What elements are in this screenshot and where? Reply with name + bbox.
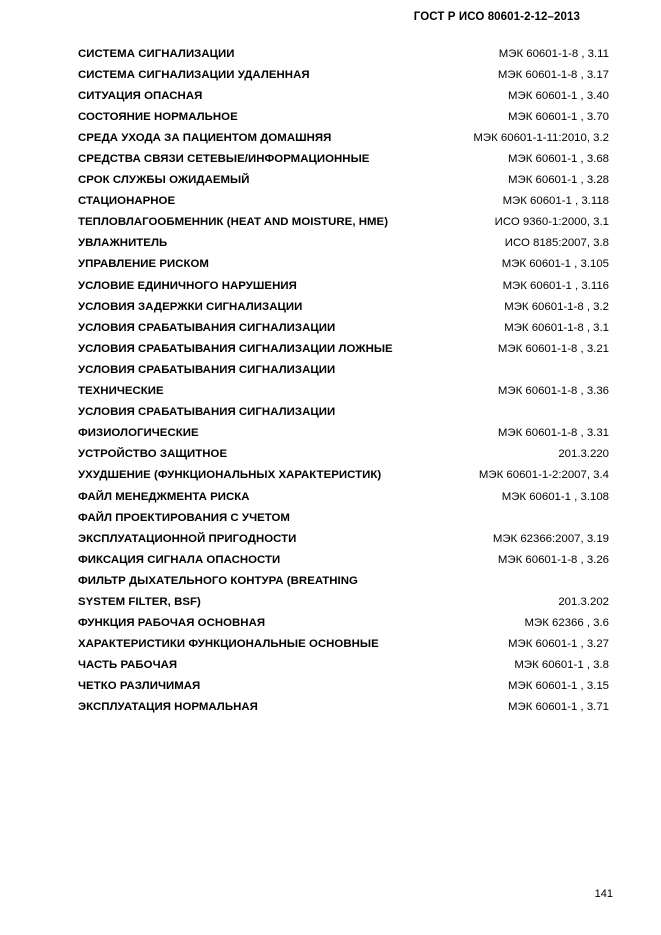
index-entry (78, 43, 609, 64)
entry-term: ФАЙЛ ПРОЕКТИРОВАНИЯ С УЧЕТОМ (78, 511, 290, 524)
entry-term: СИТУАЦИЯ ОПАСНАЯ (78, 89, 203, 102)
entry-term: ТЕПЛОВЛАГООБМЕННИК (HEAT AND MOISTURE, HME) (78, 216, 389, 229)
index-entry (78, 64, 609, 85)
entry-reference: 201.3.220 (558, 448, 609, 461)
entry-reference: МЭК 60601-1-2:2007, 3.4 (478, 469, 609, 482)
entry-term: ХАРАКТЕРИСТИКИ ФУНКЦИОНАЛЬНЫЕ ОСНОВНЫЕ (78, 638, 379, 651)
entry-reference: МЭК 60601-1 , 3.8 (514, 659, 609, 672)
index-entry (78, 486, 609, 507)
entry-reference: МЭК 60601-1 , 3.70 (508, 110, 609, 123)
entry-term: УСЛОВИЯ ЗАДЕРЖКИ СИГНАЛИЗАЦИИ (78, 300, 303, 313)
entry-reference: МЭК 60601-1-8 , 3.36 (497, 385, 609, 398)
index-entry (78, 127, 609, 148)
index-entry (78, 233, 609, 254)
index-entry (78, 591, 609, 612)
entry-reference: МЭК 60601-1-8 , 3.11 (498, 47, 609, 60)
index-entry (78, 381, 609, 402)
index-entry (78, 148, 609, 169)
index-entry (78, 191, 609, 212)
entry-reference: МЭК 60601-1-8 , 3.31 (497, 427, 609, 440)
index-entry (78, 634, 609, 655)
index-entry (78, 570, 609, 591)
entry-reference: МЭК 62366:2007, 3.19 (492, 532, 609, 545)
entry-term: УХУДШЕНИЕ (ФУНКЦИОНАЛЬНЫХ ХАРАКТЕРИСТИК) (78, 469, 382, 482)
entry-term: СРЕДА УХОДА ЗА ПАЦИЕНТОМ ДОМАШНЯЯ (78, 131, 332, 144)
entry-reference: МЭК 60601-1-8 , 3.26 (497, 553, 609, 566)
entry-term: УСЛОВИЯ СРАБАТЫВАНИЯ СИГНАЛИЗАЦИИ (78, 406, 336, 419)
index-entry (78, 106, 609, 127)
entry-term: УСЛОВИЯ СРАБАТЫВАНИЯ СИГНАЛИЗАЦИИ (78, 363, 336, 376)
index-entries (78, 43, 609, 718)
entry-term: ТЕХНИЧЕСКИЕ (78, 385, 164, 398)
entry-term: ЧЕТКО РАЗЛИЧИМАЯ (78, 680, 201, 693)
entry-reference: МЭК 60601-1-11:2010, 3.2 (473, 131, 609, 144)
entry-term: СРОК СЛУЖБЫ ОЖИДАЕМЫЙ (78, 174, 250, 187)
index-entry (78, 170, 609, 191)
entry-reference: МЭК 60601-1 , 3.105 (501, 258, 609, 271)
index-entry (78, 613, 609, 634)
entry-reference: МЭК 62366 , 3.6 (524, 617, 609, 630)
index-entry (78, 317, 609, 338)
entry-term: ЭКСПЛУАТАЦИОННОЙ ПРИГОДНОСТИ (78, 532, 297, 545)
entry-reference: МЭК 60601-1 , 3.116 (502, 279, 609, 292)
entry-term: ФУНКЦИЯ РАБОЧАЯ ОСНОВНАЯ (78, 617, 266, 630)
index-entry (78, 507, 609, 528)
document-header: ГОСТ Р ИСО 80601-2-12–2013 (413, 11, 580, 23)
entry-reference: 201.3.202 (558, 595, 609, 608)
page-number: 141 (594, 888, 613, 900)
entry-term: УСЛОВИЯ СРАБАТЫВАНИЯ СИГНАЛИЗАЦИИ ЛОЖНЫЕ (78, 342, 393, 355)
entry-reference: МЭК 60601-1 , 3.68 (508, 153, 609, 166)
entry-term: ЭКСПЛУАТАЦИЯ НОРМАЛЬНАЯ (78, 701, 258, 714)
entry-reference: МЭК 60601-1 , 3.108 (501, 490, 609, 503)
entry-term: СТАЦИОНАРНОЕ (78, 195, 176, 208)
index-entry (78, 697, 609, 718)
entry-term: SYSTEM FILTER, BSF) (78, 595, 201, 608)
entry-term: ФИЗИОЛОГИЧЕСКИЕ (78, 427, 199, 440)
entry-term: СОСТОЯНИЕ НОРМАЛЬНОЕ (78, 110, 238, 123)
entry-reference: ИСО 8185:2007, 3.8 (504, 237, 609, 250)
index-entry (78, 676, 609, 697)
entry-term: СИСТЕМА СИГНАЛИЗАЦИИ (78, 47, 235, 60)
index-entry (78, 655, 609, 676)
entry-reference: ИСО 9360-1:2000, 3.1 (494, 216, 609, 229)
index-entry (78, 444, 609, 465)
entry-term: ФИЛЬТР ДЫХАТЕЛЬНОГО КОНТУРА (BREATHING (78, 574, 358, 587)
entry-reference: МЭК 60601-1 , 3.118 (502, 195, 609, 208)
index-entry (78, 402, 609, 423)
entry-term: ФИКСАЦИЯ СИГНАЛА ОПАСНОСТИ (78, 553, 281, 566)
entry-term: УСЛОВИЯ СРАБАТЫВАНИЯ СИГНАЛИЗАЦИИ (78, 321, 336, 334)
index-entry (78, 275, 609, 296)
index-entry (78, 338, 609, 359)
entry-reference: МЭК 60601-1 , 3.71 (508, 701, 609, 714)
index-entry (78, 296, 609, 317)
entry-reference: МЭК 60601-1-8 , 3.17 (497, 68, 609, 81)
entry-term: УПРАВЛЕНИЕ РИСКОМ (78, 258, 209, 271)
entry-term: СРЕДСТВА СВЯЗИ СЕТЕВЫЕ/ИНФОРМАЦИОННЫЕ (78, 153, 370, 166)
index-entry (78, 212, 609, 233)
entry-reference: МЭК 60601-1-8 , 3.21 (497, 342, 609, 355)
index-entry (78, 359, 609, 380)
index-entry (78, 85, 609, 106)
index-entry (78, 528, 609, 549)
entry-reference: МЭК 60601-1 , 3.28 (508, 174, 609, 187)
entry-reference: МЭК 60601-1-8 , 3.2 (504, 300, 609, 313)
entry-term: УСЛОВИЕ ЕДИНИЧНОГО НАРУШЕНИЯ (78, 279, 297, 292)
index-entry (78, 549, 609, 570)
entry-reference: МЭК 60601-1 , 3.15 (508, 680, 609, 693)
index-entry (78, 465, 609, 486)
entry-reference: МЭК 60601-1 , 3.40 (508, 89, 609, 102)
entry-term: УВЛАЖНИТЕЛЬ (78, 237, 168, 250)
index-entry (78, 423, 609, 444)
entry-reference: МЭК 60601-1-8 , 3.1 (504, 321, 609, 334)
entry-term: ФАЙЛ МЕНЕДЖМЕНТА РИСКА (78, 490, 250, 503)
entry-term: ЧАСТЬ РАБОЧАЯ (78, 659, 178, 672)
entry-term: УСТРОЙСТВО ЗАЩИТНОЕ (78, 448, 228, 461)
index-entry (78, 254, 609, 275)
entry-term: СИСТЕМА СИГНАЛИЗАЦИИ УДАЛЕННАЯ (78, 68, 310, 81)
entry-reference: МЭК 60601-1 , 3.27 (508, 638, 609, 651)
